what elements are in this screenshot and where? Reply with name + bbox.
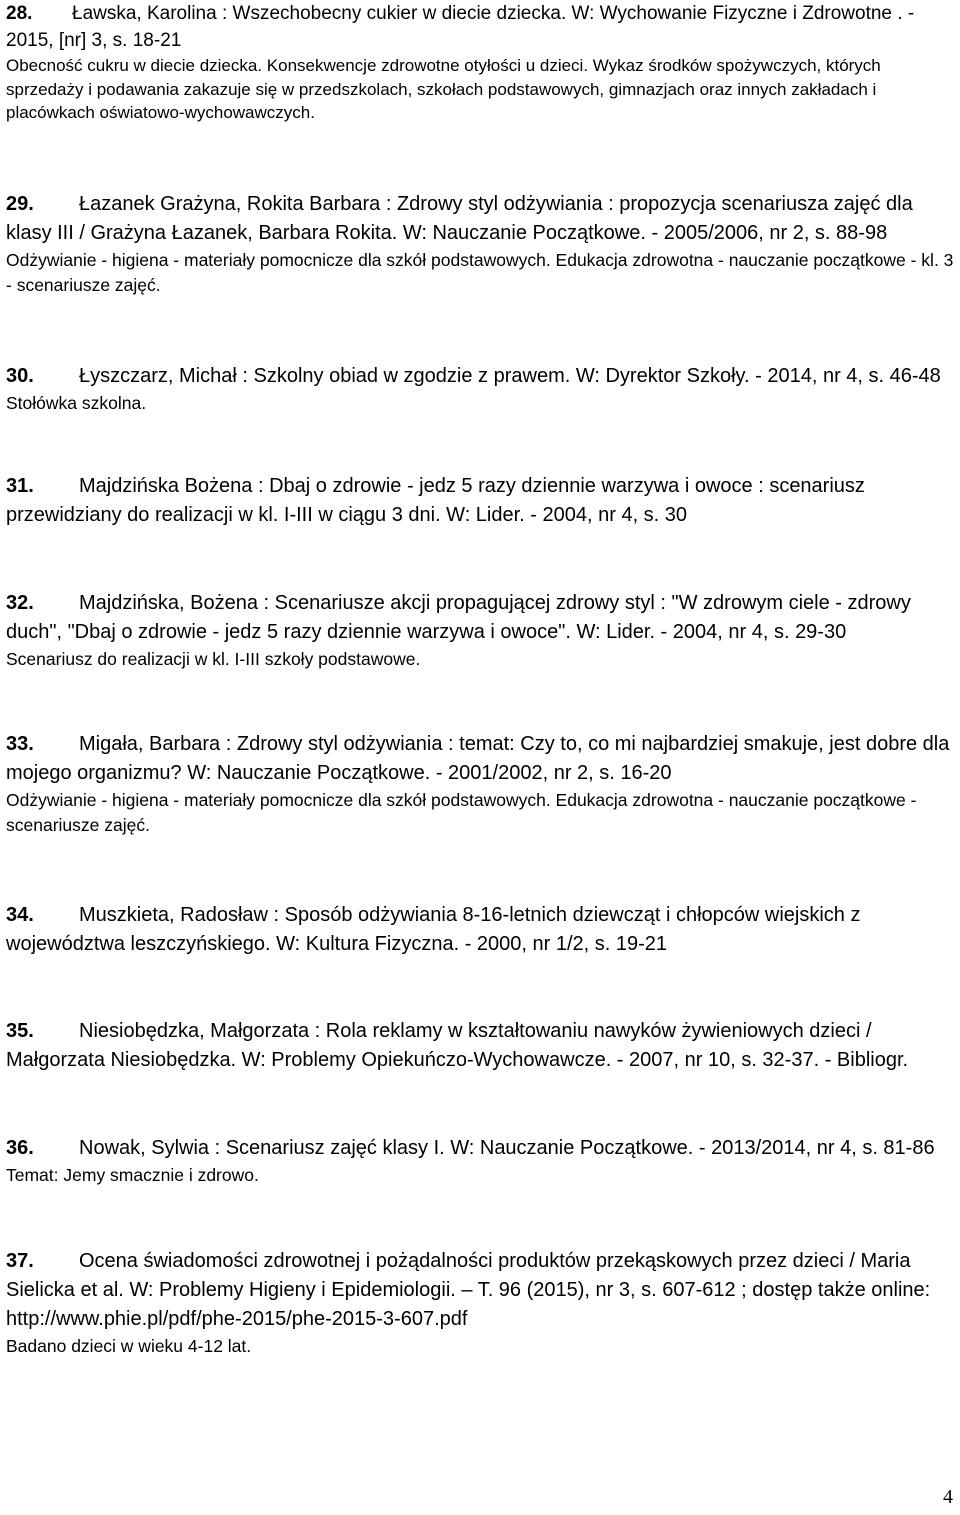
entry-note: Stołówka szkolna.	[6, 393, 147, 413]
entry-note: Badano dzieci w wieku 4-12 lat.	[6, 1336, 252, 1356]
entry-title	[6, 362, 941, 391]
entry-title	[6, 472, 956, 530]
entry-number: 30.	[6, 365, 34, 387]
entry-number: 36.	[6, 1137, 34, 1159]
bibliography-entry-33	[6, 730, 956, 838]
bibliography-entry-37	[6, 1247, 956, 1359]
bibliography-entry-35	[6, 1017, 956, 1075]
bibliography-entry-31	[6, 472, 956, 530]
entry-citation: Łazanek Grażyna, Rokita Barbara : Zdrowy styl odżywiania : propozycja scenariusza zajęć dla klasy III / Grażyna Łazanek, Barbara Rokita. W: Nauczanie Początkowe. - 2005/2006, nr 2, s. 88-98	[6, 193, 913, 244]
entry-note: Obecność cukru w diecie dziecka. Konsekwencje zdrowotne otyłości u dzieci. Wykaz środków spożywczych, których sprzedaży i podawania zakazuje się w przedszkolach, szkołach podstawowych, gimnazjach oraz innych zakładach i placówkach oświatowo-wychowawczych.	[6, 56, 881, 122]
entry-title	[6, 1247, 956, 1334]
entry-note: Odżywianie - higiena - materiały pomocnicze dla szkół podstawowych. Edukacja zdrowotna - nauczanie początkowe - kl. 3 - scenariusze zajęć.	[6, 250, 954, 295]
entry-citation: Migała, Barbara : Zdrowy styl odżywiania : temat: Czy to, co mi najbardziej smakuje, jest dobre dla mojego organizmu? W: Nauczanie Początkowe. - 2001/2002, nr 2, s. 16-20	[6, 733, 950, 784]
entry-title	[6, 0, 956, 54]
entry-title	[6, 730, 956, 788]
bibliography-entry-36	[6, 1134, 935, 1188]
entry-number: 37.	[6, 1250, 34, 1272]
entry-citation: Niesiobędzka, Małgorzata : Rola reklamy w kształtowaniu nawyków żywieniowych dzieci / Małgorzata Niesiobędzka. W: Problemy Opiekuńczo-Wychowawcze. - 2007, nr 10, s. 32-37. - Bibliogr.	[6, 1020, 909, 1071]
entry-citation: Ławska, Karolina : Wszechobecny cukier w diecie dziecka. W: Wychowanie Fizyczne i Zdrowotne . - 2015, [nr] 3, s. 18-21	[6, 3, 915, 51]
page-number: 4	[943, 1486, 953, 1508]
entry-citation: Nowak, Sylwia : Scenariusz zajęć klasy I. W: Nauczanie Początkowe. - 2013/2014, nr 4, s. 81-86	[79, 1137, 935, 1159]
bibliography-entry-30	[6, 362, 941, 416]
entry-number: 31.	[6, 475, 34, 497]
bibliography-entry-29	[6, 190, 956, 298]
entry-number: 34.	[6, 904, 34, 926]
entry-citation: Ocena świadomości zdrowotnej i pożądalności produktów przekąskowych przez dzieci / Maria Sielicka et al. W: Problemy Higieny i Epidemiologii. – T. 96 (2015), nr 3, s. 607-612 ; dostęp także online: http://www.phie.pl/pdf/phe-2015/phe-2015-3-607.pdf	[6, 1250, 931, 1330]
entry-title	[6, 901, 956, 959]
entry-number: 28.	[6, 3, 33, 24]
entry-note: Scenariusz do realizacji w kl. I-III szkoły podstawowe.	[6, 649, 421, 669]
entry-number: 32.	[6, 592, 34, 614]
entry-note: Odżywianie - higiena - materiały pomocnicze dla szkół podstawowych. Edukacja zdrowotna - nauczanie początkowe - scenariusze zajęć.	[6, 790, 917, 835]
entry-note: Temat: Jemy smacznie i zdrowo.	[6, 1165, 259, 1185]
entry-title	[6, 1134, 935, 1163]
entry-number: 33.	[6, 733, 34, 755]
entry-number: 29.	[6, 193, 34, 215]
entry-number: 35.	[6, 1020, 34, 1042]
bibliography-entry-34	[6, 901, 956, 959]
entry-citation: Majdzińska Bożena : Dbaj o zdrowie - jedz 5 razy dziennie warzywa i owoce : scenariusz przewidziany do realizacji w kl. I-III w ciągu 3 dni. W: Lider. - 2004, nr 4, s. 30	[6, 475, 865, 526]
entry-citation: Łyszczarz, Michał : Szkolny obiad w zgodzie z prawem. W: Dyrektor Szkoły. - 2014, nr 4, s. 46-48	[79, 365, 941, 387]
bibliography-entry-28	[6, 0, 956, 125]
bibliography-entry-32	[6, 589, 956, 672]
entry-citation: Muszkieta, Radosław : Sposób odżywiania 8-16-letnich dziewcząt i chłopców wiejskich z województwa leszczyńskiego. W: Kultura Fizyczna. - 2000, nr 1/2, s. 19-21	[6, 904, 861, 955]
entry-title	[6, 589, 956, 647]
entry-citation: Majdzińska, Bożena : Scenariusze akcji propagującej zdrowy styl : "W zdrowym ciele - zdrowy duch", "Dbaj o zdrowie - jedz 5 razy dziennie warzywa i owoce". W: Lider. - 2004, nr 4, s. 29-30	[6, 592, 911, 643]
entry-title	[6, 190, 956, 248]
entry-title	[6, 1017, 956, 1075]
